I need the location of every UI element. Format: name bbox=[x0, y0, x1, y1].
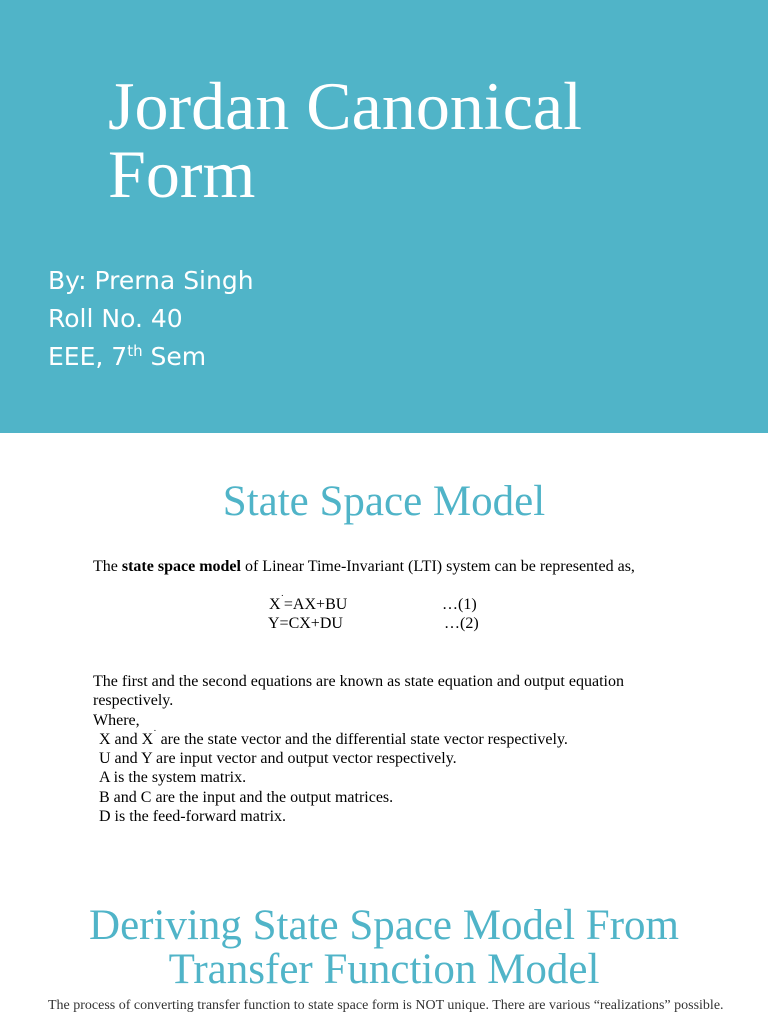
title-line-1: Jordan Canonical bbox=[108, 68, 582, 144]
deriving-text: The process of converting transfer function to state space form is NOT unique. There are various “realizations” possible. bbox=[48, 998, 724, 1013]
author-info bbox=[48, 262, 254, 376]
output-equation: Y=CX+DU bbox=[268, 615, 343, 632]
where-item bbox=[93, 730, 653, 749]
intro-bold-term: state space model bbox=[121, 558, 241, 575]
roll-number: Roll No. 40 bbox=[48, 304, 183, 333]
intro-paragraph bbox=[93, 557, 635, 576]
derivative-dot: ˙ bbox=[280, 594, 284, 605]
equation-tag-1: …(1) bbox=[442, 596, 477, 613]
equation-tag-2: …(2) bbox=[444, 615, 479, 632]
intro-text-end: of Linear Time-Invariant (LTI) system can be represented as, bbox=[240, 558, 635, 575]
where-item: A is the system matrix. bbox=[99, 769, 247, 787]
explanation-line: The first and the second equations are known as state equation and output equation bbox=[93, 673, 624, 690]
where-item: U and Y are input vector and output vector respectively. bbox=[99, 750, 457, 768]
where-label: Where, bbox=[93, 711, 140, 729]
deriving-heading bbox=[0, 904, 768, 992]
sem-text: Sem bbox=[142, 342, 207, 371]
equation-rhs: =AX+BU bbox=[283, 596, 348, 613]
derivative-dot: ˙ bbox=[153, 728, 157, 740]
branch-text: EEE, 7 bbox=[48, 342, 128, 371]
deriving-heading-line-1: Deriving State Space Model From bbox=[89, 902, 679, 949]
where-item: D is the feed-forward matrix. bbox=[99, 808, 287, 826]
title-slide bbox=[0, 0, 768, 433]
explanation-line: respectively. bbox=[93, 692, 174, 710]
where-item-text: are the state vector and the differential state vector respectively. bbox=[156, 730, 568, 748]
where-item-text: X and X bbox=[99, 730, 154, 748]
branch-semester bbox=[48, 338, 254, 376]
slide-title bbox=[108, 68, 728, 212]
explanation-text bbox=[93, 672, 653, 826]
state-equation bbox=[269, 595, 347, 614]
author-name: By: Prerna Singh bbox=[48, 266, 254, 295]
deriving-heading-line-2: Transfer Function Model bbox=[168, 946, 600, 993]
equation-variable: X bbox=[269, 596, 281, 613]
where-item: B and C are the input and the output matrices. bbox=[99, 788, 394, 806]
ordinal-suffix: th bbox=[127, 342, 143, 360]
title-line-2: Form bbox=[108, 136, 256, 212]
intro-text-start: The bbox=[93, 558, 122, 575]
state-space-heading: State Space Model bbox=[222, 478, 546, 525]
